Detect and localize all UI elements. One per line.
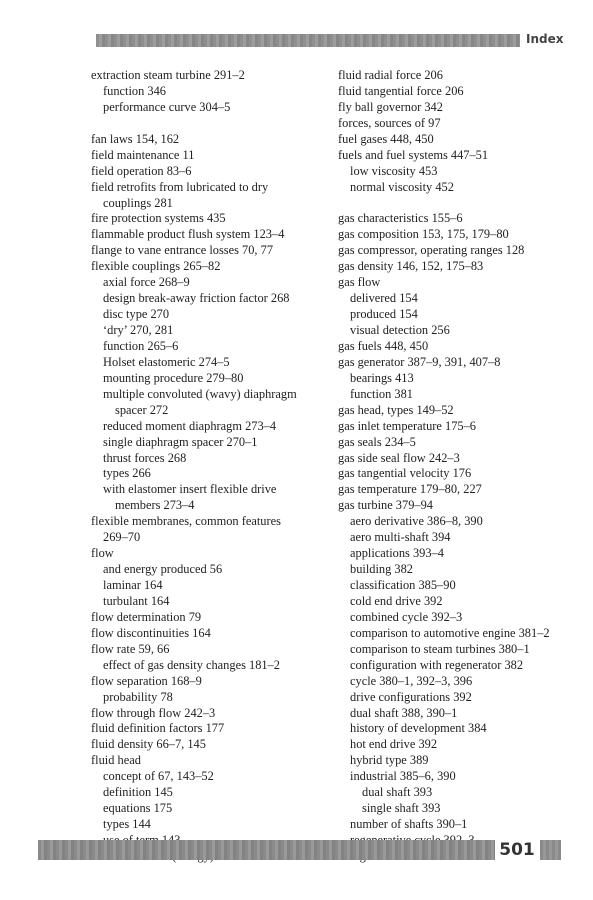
index-subentry: performance curve 304–5 [103,99,231,114]
index-subentry: function 265–6 [103,338,179,353]
index-entry: gas density 146, 152, 175–83 [338,259,484,274]
index-subentry: effect of gas density changes 181–2 [103,657,280,672]
index-subentry: disc type 270 [103,307,170,322]
index-subentry: building 382 [350,562,413,577]
index-subentry: equations 175 [103,801,173,816]
index-subentry: laminar 164 [103,578,163,592]
index-entry: gas characteristics 155–6 [338,211,463,226]
index-entry: flow [91,546,114,561]
index-subentry: dual shaft 393 [362,785,433,800]
index-subentry: Holset elastomeric 274–5 [103,354,230,369]
index-entry: flow through flow 242–3 [91,705,216,720]
index-subentry: probability 78 [103,689,173,704]
index-subentry: applications 393–4 [350,546,444,561]
index-subentry: visual detection 256 [350,323,450,337]
index-subentry: comparison to automotive engine 381–2 [350,625,550,640]
index-entry: gas head, types 149–52 [338,402,454,417]
index-subentry: function 381 [350,386,413,401]
index-subentry: multiple convoluted (wavy) diaphragm [103,386,297,401]
index-subentry: ‘dry’ 270, 281 [103,323,174,337]
index-entry: fly ball governor 342 [338,99,443,114]
index-subentry: reduced moment diaphragm 273–4 [103,418,277,433]
index-subentry: configuration with regenerator 382 [350,657,524,672]
index-subentry: normal viscosity 452 [350,179,454,194]
index-subentry: members 273–4 [115,498,195,513]
index-entry: gas composition 153, 175, 179–80 [338,227,509,242]
index-subentry: 269–70 [103,530,141,545]
index-entry: field operation 83–6 [91,163,192,178]
index-subentry: delivered 154 [350,291,418,306]
index-entry: fluid radial force 206 [338,68,443,82]
index-subentry: types 266 [103,466,151,481]
index-entry: gas side seal flow 242–3 [338,450,460,465]
index-entry: flexible couplings 265–82 [91,259,221,274]
index-subentry: function 346 [103,83,166,98]
header-decorative-bar [96,34,520,47]
index-subentry: number of shafts 390–1 [350,817,468,832]
index-subentry: definition 145 [103,785,173,800]
index-subentry: hybrid type 389 [350,753,429,768]
index-subentry: couplings 281 [103,195,173,210]
index-entry: fuels and fuel systems 447–51 [338,147,489,162]
index-subentry: aero multi-shaft 394 [350,530,451,545]
index-subentry: single diaphragm spacer 270–1 [103,434,258,449]
index-entry: gas tangential velocity 176 [338,466,472,481]
index-entry: gas compressor, operating ranges 128 [338,243,525,258]
index-entry: fluid density 66–7, 145 [91,737,206,752]
index-entry: flow determination 79 [91,609,202,624]
index-entry: gas temperature 179–80, 227 [338,482,482,497]
index-column-left [91,68,326,865]
index-subentry: produced 154 [350,307,418,322]
index-subentry: mounting procedure 279–80 [103,370,244,385]
index-subentry: with elastomer insert flexible drive [103,482,277,497]
running-header: Index [526,32,564,46]
index-group-spacer [91,116,326,132]
index-entry: gas inlet temperature 175–6 [338,418,476,433]
footer-decorative-bar-right [540,840,561,860]
footer-decorative-bar [38,840,495,860]
index-entry: flow discontinuities 164 [91,625,211,640]
index-subentry: industrial 385–6, 390 [350,769,456,784]
index-entry: forces, sources of 97 [338,115,441,130]
index-subentry: history of development 384 [350,721,487,736]
index-entry: fluid head [91,753,141,768]
index-subentry: turbulant 164 [103,593,170,608]
index-entry: fluid tangential force 206 [338,83,464,98]
index-column-right [338,68,558,865]
index-entry: flow rate 59, 66 [91,641,170,656]
index-group-spacer [338,196,558,212]
index-subentry: and energy produced 56 [103,562,223,577]
index-subentry: cycle 380–1, 392–3, 396 [350,673,473,688]
index-entry: gas turbine 379–94 [338,498,433,513]
index-subentry: types 144 [103,817,151,832]
index-subentry: design break-away friction factor 268 [103,291,290,306]
index-subentry: single shaft 393 [362,801,441,816]
index-entry: fire protection systems 435 [91,211,226,226]
index-subentry: drive configurations 392 [350,689,472,704]
index-subentry: thrust forces 268 [103,450,187,465]
index-subentry: bearings 413 [350,370,414,385]
index-subentry: spacer 272 [115,402,169,417]
index-entry: gas flow [338,275,381,290]
index-subentry: aero derivative 386–8, 390 [350,514,483,529]
page-number: 501 [499,840,535,860]
index-entry: field retrofits from lubricated to dry [91,179,269,194]
index-entry: gas fuels 448, 450 [338,338,429,353]
index-subentry: axial force 268–9 [103,275,190,290]
index-entry: extraction steam turbine 291–2 [91,68,245,82]
index-subentry: cold end drive 392 [350,593,443,608]
index-subentry: dual shaft 388, 390–1 [350,705,458,720]
index-entry: flange to vane entrance losses 70, 77 [91,243,274,258]
index-subentry: comparison to steam turbines 380–1 [350,641,530,656]
index-entry: field maintenance 11 [91,147,195,162]
index-entry: gas seals 234–5 [338,434,416,449]
index-subentry: hot end drive 392 [350,737,438,752]
index-entry: fan laws 154, 162 [91,131,180,146]
index-entry: flow separation 168–9 [91,673,202,688]
index-entry: flammable product flush system 123–4 [91,227,285,242]
index-entry: flexible membranes, common features [91,514,281,529]
index-subentry: low viscosity 453 [350,163,438,178]
index-entry: fluid definition factors 177 [91,721,225,736]
index-subentry: combined cycle 392–3 [350,609,463,624]
index-entry: fuel gases 448, 450 [338,131,434,146]
index-subentry: concept of 67, 143–52 [103,769,214,784]
index-entry: gas generator 387–9, 391, 407–8 [338,354,501,369]
index-subentry: classification 385–90 [350,578,456,592]
